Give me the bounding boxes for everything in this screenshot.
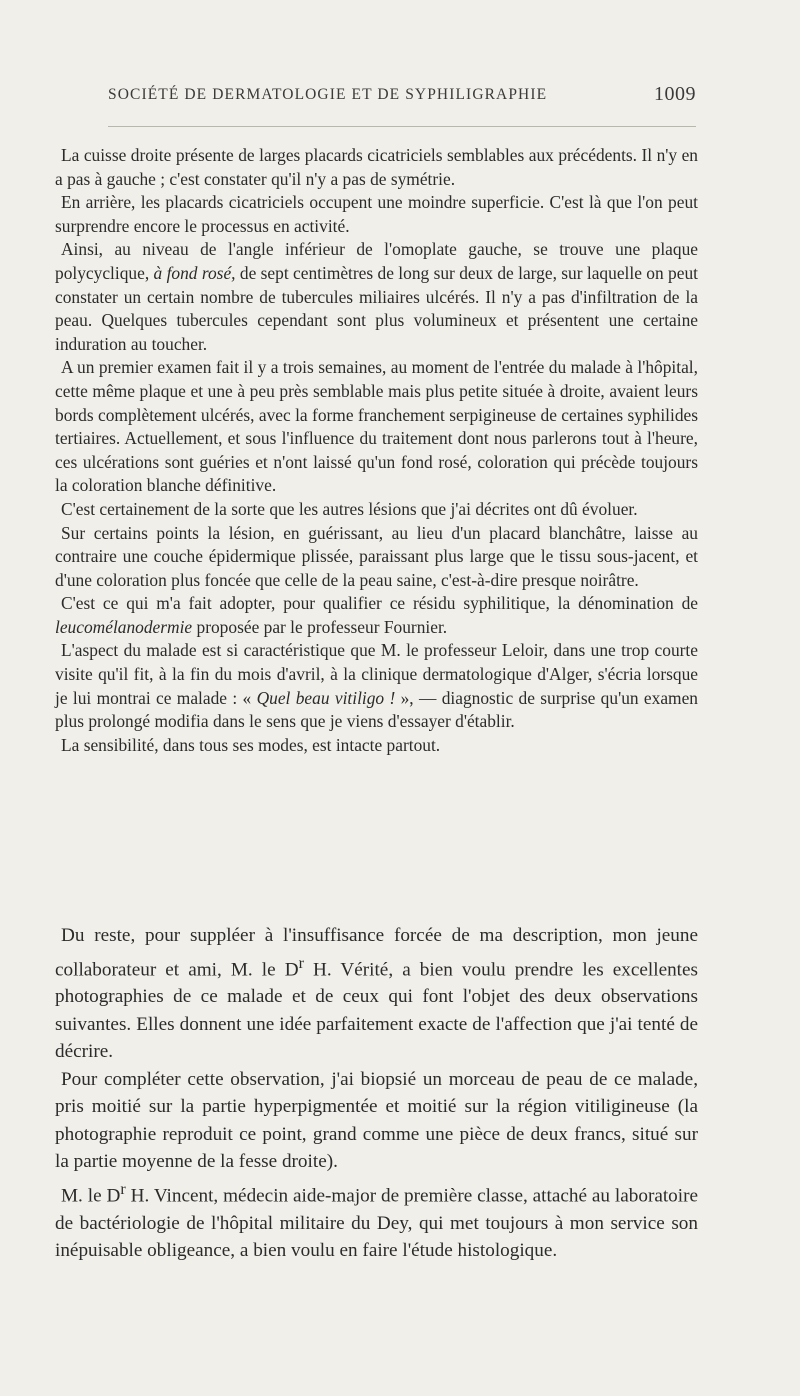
text-run: M. le D: [61, 1185, 121, 1207]
page-number: 1009: [654, 83, 696, 105]
body-text-small: [55, 144, 698, 757]
paragraph: [55, 144, 698, 191]
superscript: r: [120, 1180, 126, 1198]
text-run: C'est ce qui m'a fait adopter, pour qualifier ce résidu syphilitique, la dénomination de: [61, 593, 698, 614]
paragraph: [55, 922, 698, 1066]
paragraph: [55, 639, 698, 733]
paragraph: [55, 1176, 698, 1265]
italic-run: leucomélanodermie: [55, 616, 193, 637]
paragraph: [55, 356, 698, 498]
text-run: Pour compléter cette observation, j'ai biopsié un morceau de peau de ce malade, pris moitié sur la partie hyperpigmentée et moitié sur la région vitiligineuse (la photographie reproduit ce point, grand comme une pièce de deux francs, situé sur la partie moyenne de la fesse droite).: [55, 1068, 698, 1173]
text-run: A un premier examen fait il y a trois semaines, au moment de l'entrée du malade à l'hôpital, cette même plaque et une à peu près semblable mais plus petite située à droite, avaient leurs bords complètement ulcérés, avec la forme franchement serpigineuse de certaines syphilides tertiaires. Actuellement, et sous l'influence du traitement dont nous parlerons tout à l'heure, ces ulcérations sont guéries et n'ont laissé qu'un fond rosé, coloration qui précède toujours la coloration blanche définitive.: [55, 357, 698, 496]
text-run: proposée par le professeur Fournier.: [192, 616, 448, 637]
paragraph: [55, 238, 698, 356]
body-text-large: [55, 922, 698, 1265]
text-run: L'aspect du malade est si caractéristique que M. le professeur Leloir, dans une trop courte visite qu'il fit, à la fin du mois d'avril, à la clinique dermatologique d'Alger, s'écria lorsque je lui montrai ce malade : «: [55, 640, 698, 708]
italic-run: à fond rosé,: [153, 262, 236, 283]
text-run: », — diagnostic de surprise qu'un examen plus prolongé modifia dans le sens que je viens d'essayer d'établir.: [55, 687, 699, 732]
text-run: de sept centimètres de long sur deux de large, sur laquelle on peut constater un certain nombre de tubercules miliaires ulcérés. Il n'y a pas d'infiltration de la peau. Quelques tubercules cependant sont plus volumineux et présentent une certaine induration au toucher.: [55, 262, 698, 354]
italic-run: Quel beau vitiligo !: [256, 687, 396, 708]
paragraph: [55, 592, 698, 639]
text-run: Du reste, pour suppléer à l'insuffisance forcée de ma description, mon jeune collaborateur et ami, M. le D: [55, 925, 698, 980]
paragraph: [55, 1066, 698, 1176]
text-run: H. Vincent, médecin aide-major de première classe, attaché au laboratoire de bactériologie de l'hôpital militaire du Dey, qui met toujours à mon service son inépuisable obligeance, a bien voulu en faire l'étude histologique.: [55, 1185, 699, 1262]
paragraph: [55, 734, 698, 758]
text-run: H. Vérité, a bien voulu prendre les excellentes photographies de ce malade et de ceux qui font l'objet des deux observations suivantes. Elles donnent une idée parfaitement exacte de l'affection que j'ai tenté de décrire.: [55, 958, 698, 1063]
text-run: La cuisse droite présente de larges placards cicatriciels semblables aux précédents. Il n'y en a pas à gauche ; c'est constater qu'il n'y a pas de symétrie.: [55, 145, 698, 189]
text-run: C'est certainement de la sorte que les autres lésions que j'ai décrites ont dû évoluer.: [61, 498, 638, 519]
paragraph: [55, 191, 698, 238]
header-rule: [108, 126, 696, 127]
text-run: En arrière, les placards cicatriciels occupent une moindre superficie. C'est là que l'on peut surprendre encore le processus en activité.: [55, 192, 698, 236]
text-run: Ainsi, au niveau de l'angle inférieur de l'omoplate gauche, se trouve une plaque polycyclique,: [55, 239, 698, 283]
header-title: SOCIÉTÉ DE DERMATOLOGIE ET DE SYPHILIGRAPHIE: [108, 86, 548, 103]
superscript: r: [298, 954, 304, 972]
text-run: La sensibilité, dans tous ses modes, est intacte partout.: [61, 734, 441, 755]
paragraph: [55, 522, 698, 593]
paragraph: [55, 498, 698, 522]
text-run: Sur certains points la lésion, en guérissant, au lieu d'un placard blanchâtre, laisse au contraire une couche épidermique plissée, paraissant plus large que le tissu sous-jacent, et d'une coloration plus foncée que celle de la peau saine, c'est-à-dire presque noirâtre.: [55, 522, 698, 590]
